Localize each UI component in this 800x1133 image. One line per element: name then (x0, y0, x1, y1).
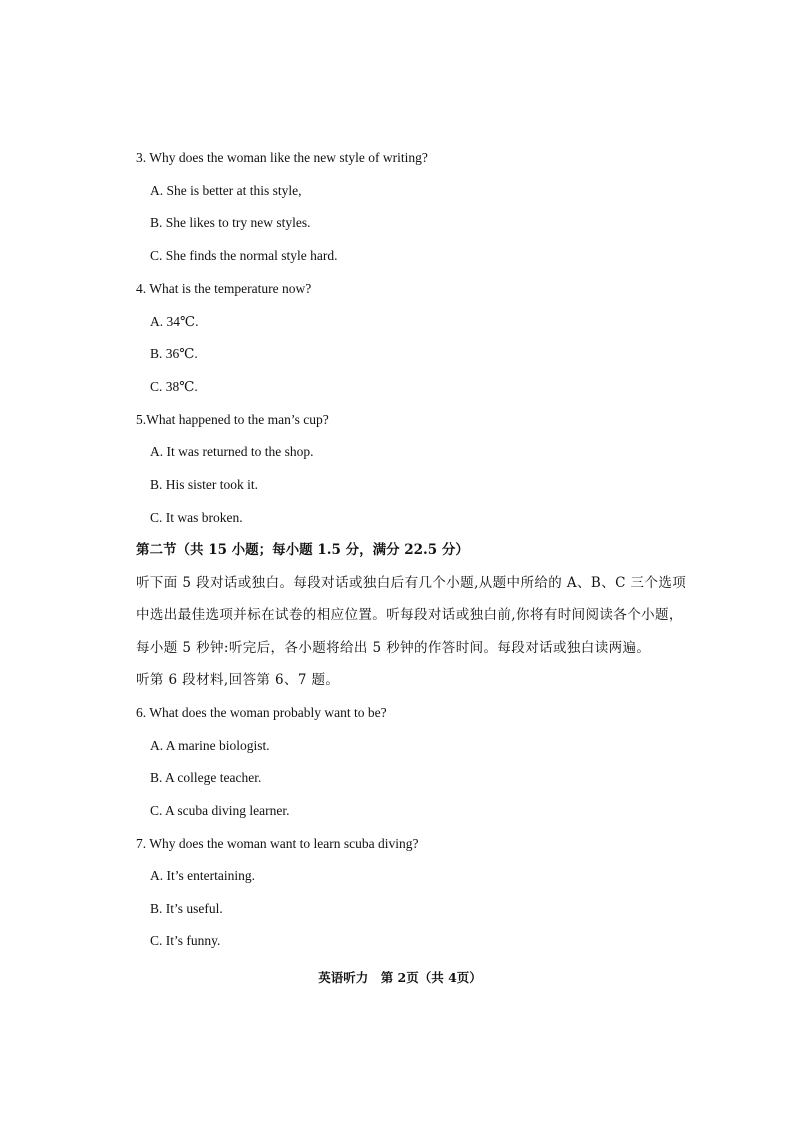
question-4-option-a: A. 34℃. (150, 314, 199, 329)
question-6-option-b: B. A college teacher. (150, 770, 262, 785)
question-4-option-b: B. 36℃. (150, 346, 198, 361)
section-instructions-line-1: 听下面 5 段对话或独白。每段对话或独白后有几个小题,从题中所给的 A、B、C 三个选项 (136, 575, 687, 591)
material-note: 听第 6 段材料,回答第 6、7 题。 (136, 672, 340, 688)
question-5-option-b: B. His sister took it. (150, 477, 259, 492)
question-5-option-a: A. It was returned to the shop. (150, 444, 314, 459)
question-3-option-a: A. She is better at this style, (150, 183, 302, 198)
question-7-option-a: A. It’s entertaining. (150, 868, 255, 883)
question-6-stem: 6. What does the woman probably want to be? (136, 705, 387, 720)
section-heading: 第二节（共 15 小题；每小题 1.5 分，满分 22.5 分） (136, 542, 469, 558)
question-6-option-c: C. A scuba diving learner. (150, 803, 290, 818)
question-5-option-c: C. It was broken. (150, 510, 243, 525)
question-5-stem: 5.What happened to the man’s cup? (136, 412, 329, 427)
section-instructions-line-3: 每小题 5 秒钟:听完后，各小题将给出 5 秒钟的作答时间。每段对话或独白读两遍。 (136, 640, 651, 656)
question-7-option-b: B. It’s useful. (150, 901, 223, 916)
question-3-stem: 3. Why does the woman like the new style of writing? (136, 150, 428, 165)
question-4-option-c: C. 38℃. (150, 379, 198, 394)
page-footer: 英语听力 第 2页（共 4页） (318, 970, 482, 985)
question-4-stem: 4. What is the temperature now? (136, 281, 312, 296)
question-7-option-c: C. It’s funny. (150, 933, 221, 948)
question-6-option-a: A. A marine biologist. (150, 738, 270, 753)
section-instructions-line-2: 中选出最佳选项并标在试卷的相应位置。听每段对话或独白前,你将有时间阅读各个小题， (136, 607, 683, 623)
question-3-option-c: C. She finds the normal style hard. (150, 248, 338, 263)
question-3-option-b: B. She likes to try new styles. (150, 215, 311, 230)
question-7-stem: 7. Why does the woman want to learn scuba diving? (136, 836, 419, 851)
